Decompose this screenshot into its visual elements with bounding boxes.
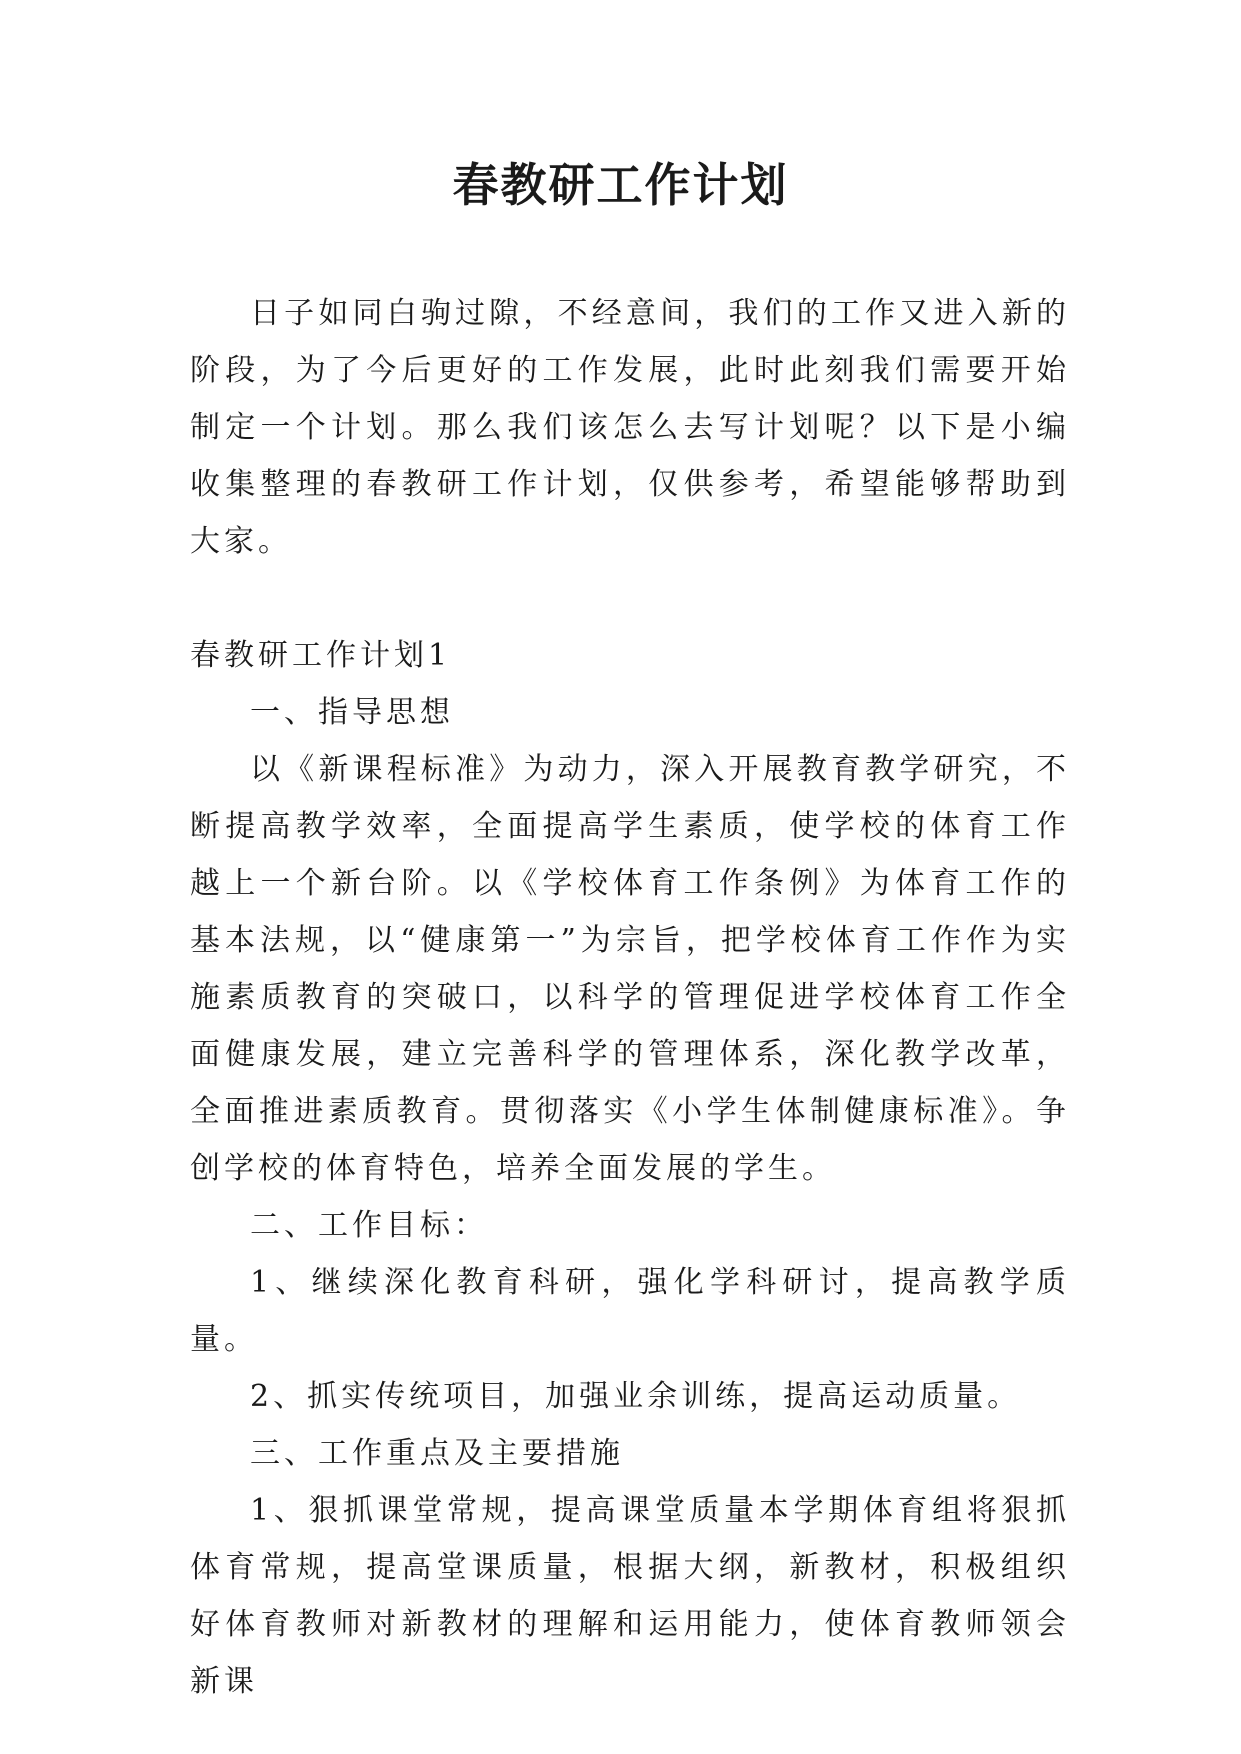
document-body xyxy=(190,285,1070,1710)
heading-guiding-ideology: 一、指导思想 xyxy=(250,695,454,730)
heading-work-goals: 二、工作目标： xyxy=(250,1208,488,1243)
key-measures-paragraph: 1、狠抓课堂常规，提高课堂质量本学期体育组将狠抓体育常规，提高堂课质量，根据大纲，新教材，积极组织好体育教师对新教材的理解和运用能力，使体育教师领会新课 xyxy=(190,1493,1070,1699)
work-goal-item: 1、继续深化教育科研，强化学科研讨，提高教学质量。 xyxy=(190,1265,1070,1357)
intro-paragraph: 日子如同白驹过隙，不经意间，我们的工作又进入新的阶段，为了今后更好的工作发展，此时此刻我们需要开始制定一个计划。那么我们该怎么去写计划呢？以下是小编收集整理的春教研工作计划，仅供参考，希望能够帮助到大家。 xyxy=(190,296,1070,559)
document-title: 春教研工作计划 xyxy=(452,158,789,212)
heading-key-measures: 三、工作重点及主要措施 xyxy=(250,1436,624,1471)
work-goal-item: 2、抓实传统项目，加强业余训练，提高运动质量。 xyxy=(250,1379,1022,1414)
guiding-ideology-paragraph: 以《新课程标准》为动力，深入开展教育教学研究，不断提高教学效率，全面提高学生素质，使学校的体育工作越上一个新台阶。以《学校体育工作条例》为体育工作的基本法规，以“健康第一”为宗旨，把学校体育工作作为实施素质教育的突破口，以科学的管理促进学校体育工作全面健康发展，建立完善科学的管理体系，深化教学改革，全面推进素质教育。贯彻落实《小学生体制健康标准》。争创学校的体育特色，培养全面发展的学生。 xyxy=(190,752,1070,1186)
section-title: 春教研工作计划1 xyxy=(190,638,452,673)
